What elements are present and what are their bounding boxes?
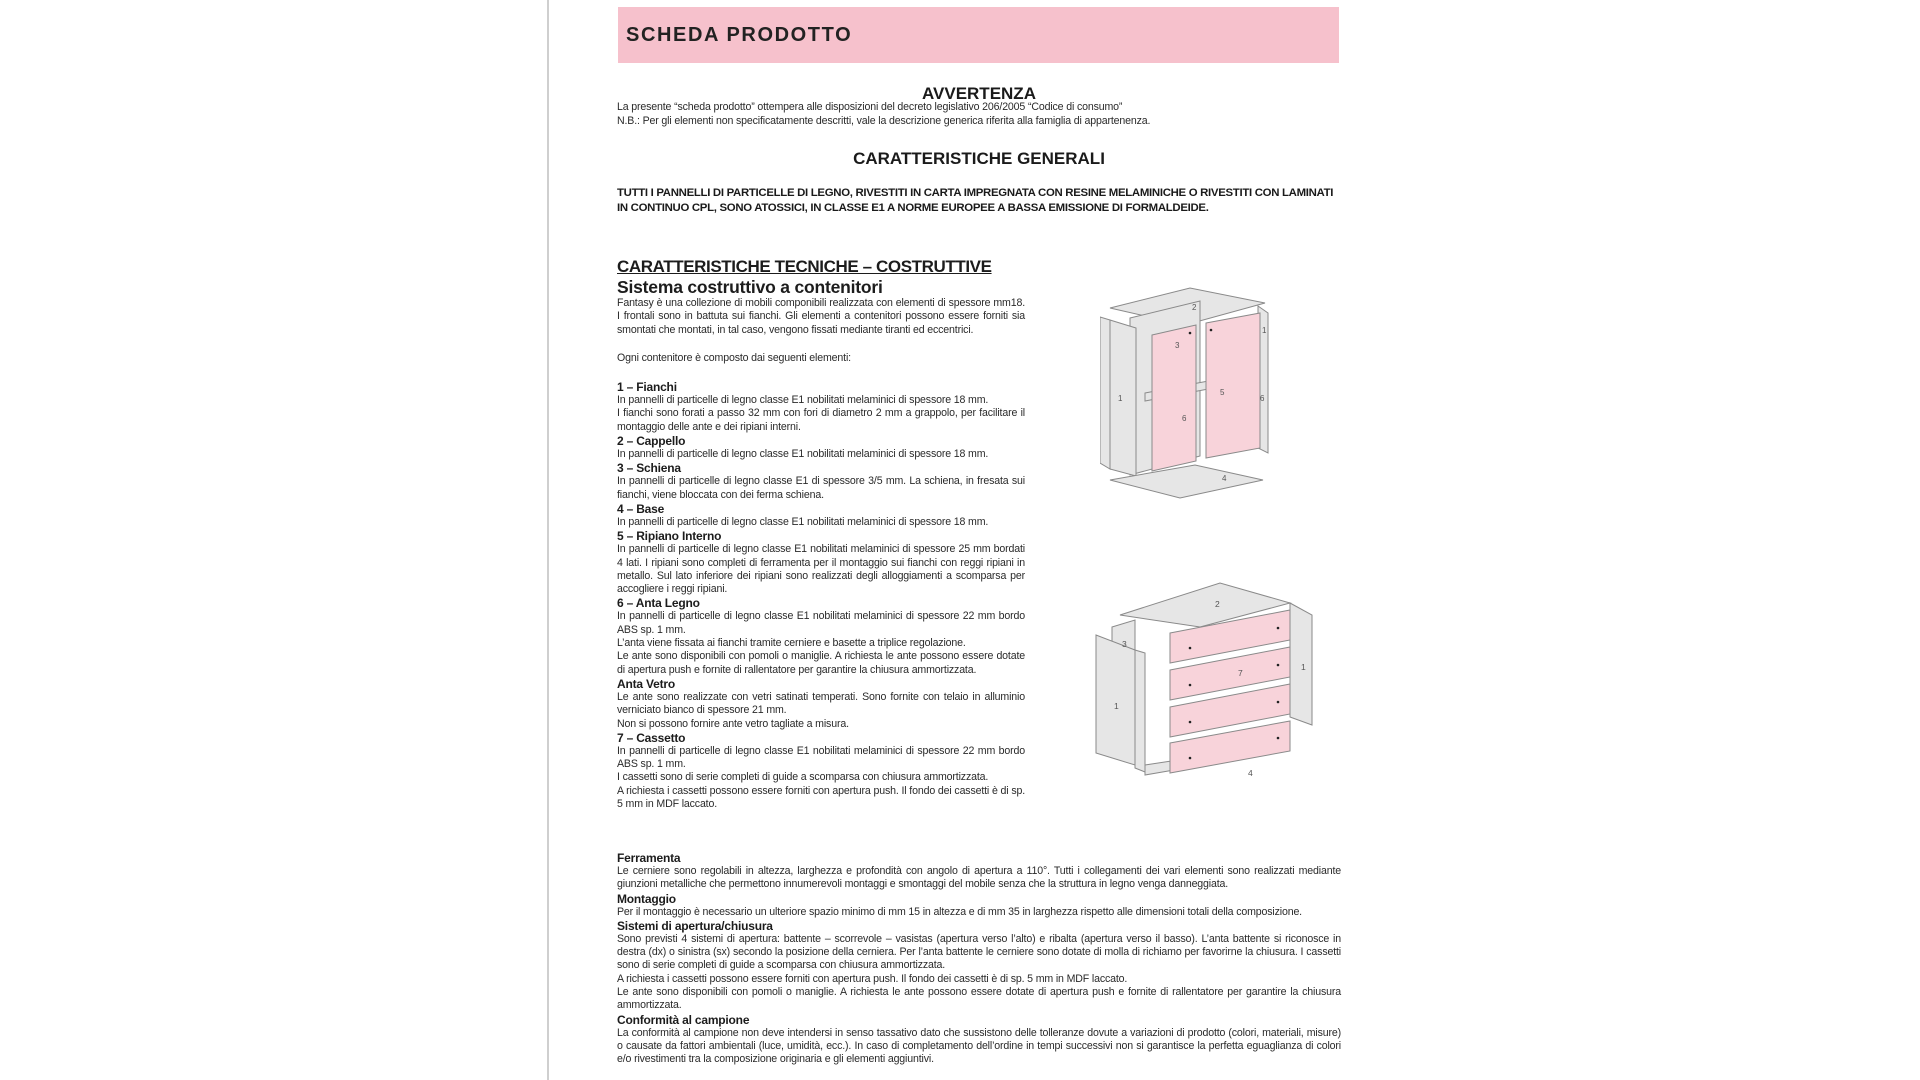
generali-heading: CARATTERISTICHE GENERALI: [853, 149, 1105, 168]
label-1-left: 1: [1114, 701, 1119, 711]
component-item-title: Anta Vetro: [617, 676, 676, 691]
door-right: [1206, 313, 1260, 458]
component-list: [617, 380, 1025, 811]
door-left: [1152, 325, 1196, 471]
label-1-left: 1: [1118, 394, 1123, 403]
component-item-text: In pannelli di particelle di legno classe E1 nobilitati melaminici di spessore 25 mm bordati 4 lati. I ripiani sono completi di ferramenta per il montaggio sui fianchi con reggi ripiani in metallo. Sul lato inferiore dei ripiani sono realizzati degli alloggiamenti a scomparsa per accogliere i reggi ripiani.: [617, 543, 1025, 596]
label-6-left: 6: [1182, 414, 1187, 423]
component-item-6: [617, 677, 1025, 731]
component-item-text: Le ante sono disponibili con pomoli o maniglie. A richiesta le ante possono essere dotate di apertura push e fornite di rallentatore per garantire la chiusura ammortizzata.: [617, 650, 1025, 676]
component-item-5: [617, 596, 1025, 676]
info-item-title: Ferramenta: [617, 851, 681, 865]
left-side-panel: [1100, 317, 1110, 469]
info-item-0: [617, 851, 1341, 892]
page-title: SCHEDA PRODOTTO: [626, 24, 853, 46]
component-item-text: Le ante sono realizzate con vetri satinati temperati. Sono fornite con telaio in alluminio verniciato bianco di spessore 21 mm.: [617, 690, 1025, 717]
component-item-text: In pannelli di particelle di legno classe E1 nobilitati melaminici di spessore 22 mm bordo ABS sp. 1 mm.: [617, 610, 1025, 636]
component-item-title: 6 – Anta Legno: [617, 596, 700, 611]
technical-section: [617, 257, 1025, 811]
info-item-title: Montaggio: [617, 891, 676, 906]
component-item-text: In pannelli di particelle di legno classe E1 nobilitati melaminici di spessore 18 mm.: [617, 515, 989, 528]
component-item-text: I cassetti sono di serie completi di guide a scomparsa con chiusura ammortizzata.: [617, 771, 989, 784]
info-item-text: A richiesta i cassetti possono essere forniti con apertura push. Il fondo dei cassetti è di sp. 5 mm in MDF laccato.: [617, 972, 1128, 985]
tecniche-intro-2: Ogni contenitore è composto dai seguenti elementi:: [617, 351, 851, 364]
label-3: 3: [1122, 639, 1127, 649]
cabinet-exploded-diagram: [1100, 283, 1330, 508]
info-item-title: Conformità al campione: [617, 1012, 750, 1027]
info-item-text: Sono previsti 4 sistemi di apertura: battente – scorrevole – vasistas (apertura verso l’alto) e ribalta (apertura verso il basso). L’anta battente si riconosce in destra (dx) o sinistra (sx) secondo la posizione della cerniera. Per l’anta battente le cerniere sono dotate di molla di richiamo per favorirne la chiusura. I cassetti sono di serie completi di guide a scomparsa con chiusura ammortizzata.: [617, 932, 1341, 972]
avvertenza-heading: AVVERTENZA: [922, 84, 1036, 103]
label-7: 7: [1238, 668, 1243, 678]
page-left-border: [547, 0, 549, 1080]
dresser-exploded-diagram: [1090, 575, 1335, 780]
component-item-title: 2 – Cappello: [617, 434, 686, 449]
info-item-title: Sistemi di apertura/chiusura: [617, 918, 773, 933]
component-item-title: 1 – Fianchi: [617, 380, 677, 395]
component-item-title: 4 – Base: [617, 501, 665, 516]
component-item-text: I fianchi sono forati a passo 32 mm con fori di diametro 2 mm a grappolo, per facilitare il montaggio delle ante e dei ripiani interni.: [617, 407, 1025, 433]
avvertenza-line-1: La presente “scheda prodotto” ottempera alle disposizioni del decreto legislativo 206/2005 “Codice di consumo”: [617, 101, 1123, 113]
component-item-1: [617, 434, 1025, 461]
info-item-text: Per il montaggio è necessario un ulteriore spazio minimo di mm 15 in altezza e di mm 35 in larghezza rispetto alle dimensioni totali della composizione.: [617, 905, 1302, 918]
component-item-text: In pannelli di particelle di legno classe E1 nobilitati melaminici di spessore 22 mm bordo ABS sp. 1 mm.: [617, 744, 1025, 771]
info-item-2: [617, 919, 1341, 1013]
tecniche-heading: CARATTERISTICHE TECNICHE – COSTRUTTIVE: [617, 257, 992, 276]
component-item-text: A richiesta i cassetti possono essere forniti con apertura push. Il fondo dei cassetti è di sp. 5 mm in MDF laccato.: [617, 784, 1025, 811]
tecniche-intro: Fantasy è una collezione di mobili componibili realizzata con elementi di spessore mm18. I frontali sono in battuta sui fianchi. Gli elementi a contenitori possono essere forniti sia smontati che montati, in tal caso, vengono fissati mediante tiranti ed eccentrici.: [617, 297, 1025, 336]
label-4: 4: [1248, 768, 1253, 778]
label-1-right: 1: [1301, 662, 1306, 672]
component-item-title: 7 – Cassetto: [617, 730, 686, 745]
component-item-text: In pannelli di particelle di legno classe E1 di spessore 3/5 mm. La schiena, in fresata sui fianchi, viene bloccata con dei ferma schiena.: [617, 475, 1025, 501]
component-item-text: In pannelli di particelle di legno classe E1 nobilitati melaminici di spessore 18 mm.: [617, 448, 989, 461]
component-item-text: L’anta viene fissata ai fianchi tramite cerniere e basette a triplice regolazione.: [617, 637, 966, 650]
info-item-text: Le cerniere sono regolabili in altezza, larghezza e profondità con angolo di apertura a 110°. Tutti i collegamenti dei vari elementi sono realizzati mediante giunzioni metalliche che permettono innumerevoli montaggi e smontaggi del mobile senza che la struttura in legno venga danneggiata.: [617, 865, 1341, 891]
tecniche-subtitle: Sistema costruttivo a contenitori: [617, 277, 883, 297]
info-item-text: La conformità al campione non deve intendersi in senso tassativo dato che sussistono delle tolleranze dovute a variazioni di prodotto (colori, materiali, misure) o causate da fattori ambientali (luce, umidità, ecc.). In caso di completamento dell’ordine in tempi successivi non si garantisce la perfetta eguaglianza di colori e/o rivestimenti tra la composizione originaria e gli elementi aggiuntivi.: [617, 1026, 1341, 1066]
left-side-front: [1110, 320, 1136, 476]
label-2: 2: [1215, 599, 1220, 609]
component-item-title: 5 – Ripiano Interno: [617, 529, 722, 544]
label-5: 5: [1220, 388, 1225, 397]
generali-line-2: IN CONTINUO CPL, SONO ATOSSICI, IN CLASSE E1 A NORME EUROPEE A BASSA EMISSIONE DI FORMALDEIDE.: [617, 202, 1209, 214]
left-side-panel: [1096, 635, 1135, 765]
component-item-7: [617, 731, 1025, 811]
component-item-text: Non si possono fornire ante vetro tagliate a misura.: [617, 717, 849, 730]
additional-info-section: [617, 851, 1341, 1067]
info-item-text: Le ante sono disponibili con pomoli o maniglie. A richiesta le ante possono essere dotate di apertura push e fornite di rallentatore per garantire la chiusura ammortizzata.: [617, 986, 1341, 1012]
label-1-right: 1: [1262, 326, 1267, 335]
label-6-right: 6: [1260, 394, 1265, 403]
label-2: 2: [1192, 303, 1197, 312]
component-item-4: [617, 529, 1025, 596]
component-item-2: [617, 461, 1025, 502]
component-item-title: 3 – Schiena: [617, 461, 681, 476]
title-banner: [618, 7, 1339, 63]
component-item-text: In pannelli di particelle di legno classe E1 nobilitati melaminici di spessore 18 mm.: [617, 394, 989, 407]
info-item-1: [617, 892, 1341, 919]
component-item-3: [617, 502, 1025, 529]
label-4: 4: [1222, 474, 1227, 483]
avvertenza-line-2: N.B.: Per gli elementi non specificatamente descritti, vale la descrizione generica riferita alla famiglia di appartenenza.: [617, 115, 1151, 127]
carcass-front: [1135, 650, 1145, 772]
info-item-3: [617, 1013, 1341, 1067]
component-item-0: [617, 380, 1025, 434]
generali-line-1: TUTTI I PANNELLI DI PARTICELLE DI LEGNO, RIVESTITI IN CARTA IMPREGNATA CON RESINE MELAMINICHE O RIVESTITI CON LAMINATI: [617, 187, 1334, 199]
label-3: 3: [1175, 341, 1180, 350]
